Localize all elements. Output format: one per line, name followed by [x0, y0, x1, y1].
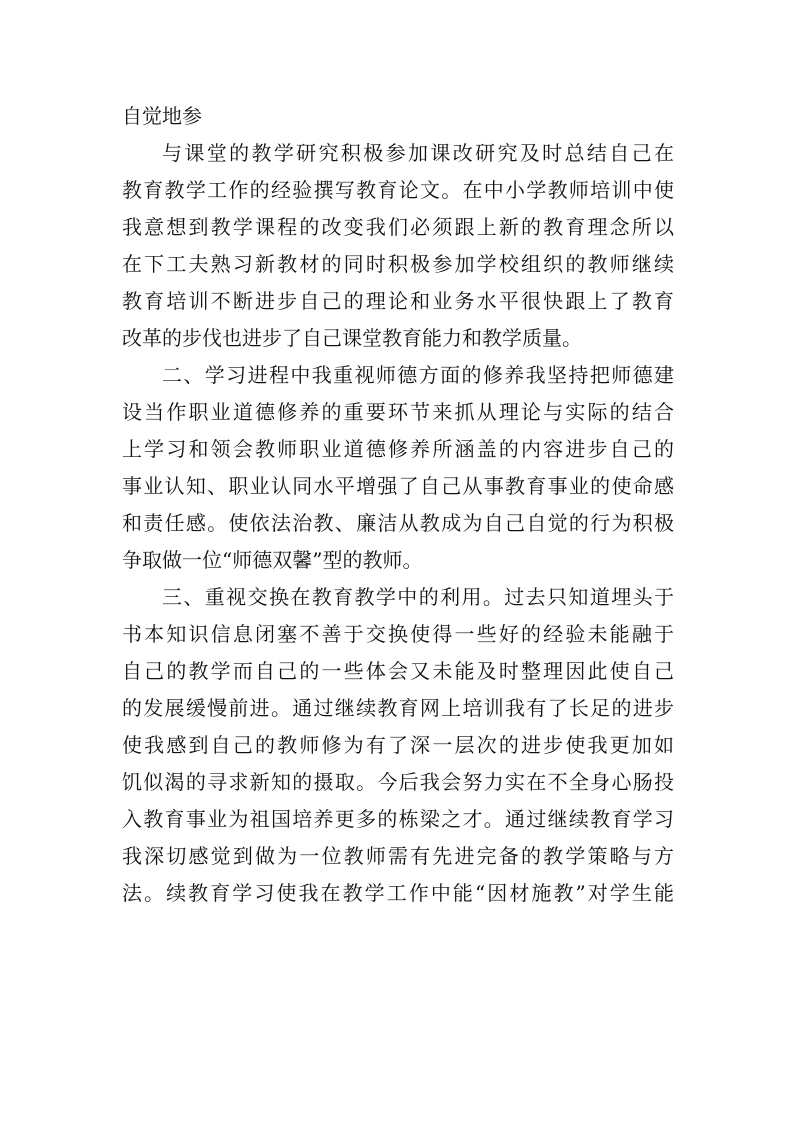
text-line: 在下工夫熟习新教材的同时积极参加学校组织的教师继续 [122, 252, 674, 276]
text-line: 争取做一位“师德双馨”型的教师。 [122, 548, 423, 572]
text-line: 自觉地参 [122, 104, 202, 128]
text-line: 改革的步伐也进步了自己课堂教育能力和教学质量。 [122, 326, 582, 350]
text-line: 法。续教育学习使我在教学工作中能“因材施教”对学生能 [122, 881, 674, 905]
text-line: 二、学习进程中我重视师德方面的修养我坚持把师德建 [162, 363, 674, 387]
text-line: 设当作职业道德修养的重要环节来抓从理论与实际的结合 [122, 400, 674, 424]
text-line: 教育培训不断进步自己的理论和业务水平很快跟上了教育 [122, 289, 674, 313]
text-line: 事业认知、职业认同水平增强了自己从事教育事业的使命感 [122, 474, 674, 498]
text-line: 上学习和领会教师职业道德修养所涵盖的内容进步自己的 [122, 437, 674, 461]
text-line: 书本知识信息闭塞不善于交换使得一些好的经验未能融于 [122, 622, 674, 646]
text-line: 与课堂的教学研究积极参加课改研究及时总结自己在 [162, 141, 674, 165]
text-line: 和责任感。使依法治教、廉洁从教成为自己自觉的行为积极 [122, 511, 674, 535]
text-line: 的发展缓慢前进。通过继续教育网上培训我有了长足的进步 [122, 696, 674, 720]
body-text [122, 98, 674, 912]
text-line: 自己的教学而自己的一些体会又未能及时整理因此使自己 [122, 659, 674, 683]
text-line: 教育教学工作的经验撰写教育论文。在中小学教师培训中使 [122, 178, 674, 202]
text-line: 使我感到自己的教师修为有了深一层次的进步使我更加如 [122, 733, 674, 757]
text-line: 我深切感觉到做为一位教师需有先进完备的教学策略与方 [122, 844, 674, 868]
text-line: 我意想到教学课程的改变我们必须跟上新的教育理念所以 [122, 215, 674, 239]
text-line: 饥似渴的寻求新知的摄取。今后我会努力实在不全身心肠投 [122, 770, 674, 794]
text-line: 入教育事业为祖国培养更多的栋梁之才。通过继续教育学习 [122, 807, 674, 831]
text-line: 三、重视交换在教育教学中的利用。过去只知道埋头于 [162, 585, 674, 609]
